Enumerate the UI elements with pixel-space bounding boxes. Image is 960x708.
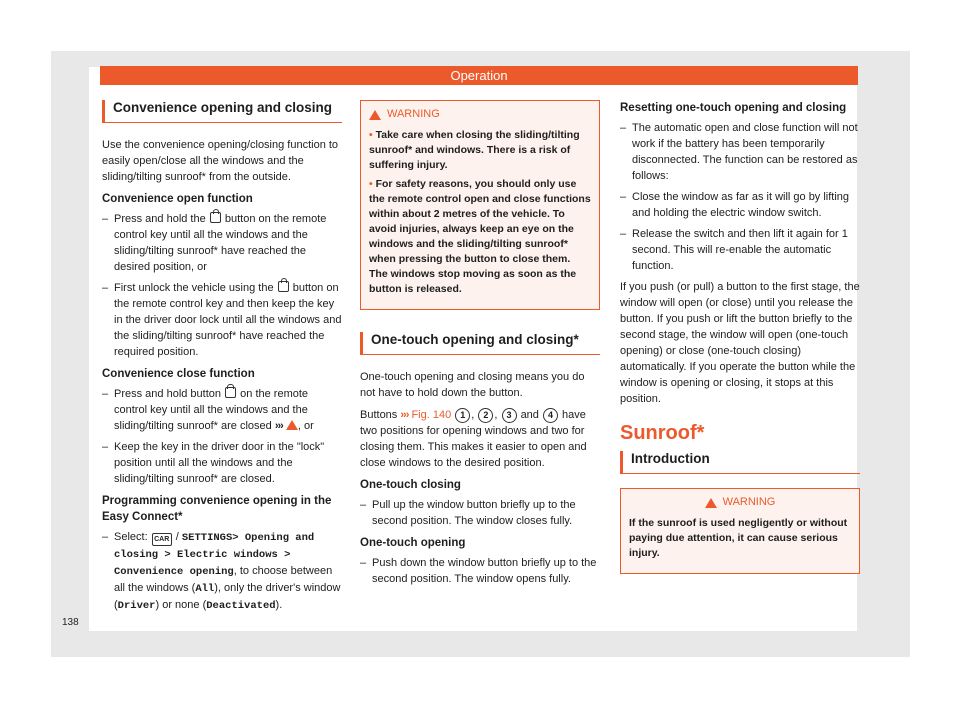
- warning-box: [360, 100, 600, 310]
- option-driver: Driver: [117, 600, 156, 612]
- list-item: [102, 386, 342, 434]
- unlock-icon: [278, 281, 289, 292]
- page-number: 138: [62, 617, 79, 628]
- column-2: [360, 100, 600, 592]
- text: and: [520, 409, 539, 421]
- text: , or: [297, 420, 314, 432]
- text: Take care when closing the sliding/tilting sunroof* and windows. There is a risk of suffering injury.: [369, 129, 580, 171]
- text: /: [172, 531, 182, 543]
- subheading-one-touch-closing: One-touch closing: [360, 479, 461, 491]
- subheading-open: Convenience open function: [102, 193, 253, 205]
- callout-3: 3: [502, 408, 517, 423]
- list-item: [102, 280, 342, 360]
- text: Press and hold button: [114, 388, 222, 400]
- option-all: All: [195, 583, 215, 595]
- text: For safety reasons, you should only use the remote control open and close functions within about 2 metres of the vehicle. To avoid injuries, always keep an eye on the windows and the sliding/tilting sunroof* when pressing the button to close them. The windows stop moving as soon as the button is released.: [369, 178, 591, 295]
- callout-1: 1: [455, 408, 470, 423]
- text: ).: [275, 599, 283, 611]
- text: First unlock the vehicle using the: [114, 282, 274, 294]
- intro-paragraph: One-touch opening and closing means you do not have to hold down the button.: [360, 371, 585, 399]
- warning-box: [620, 488, 860, 574]
- text: have two positions for opening windows and two for closing them. This makes it easier to open and close windows to the desired position.: [360, 409, 587, 469]
- text: button on the remote control key until all the windows and the sliding/tilting sunroof* have reached the desired position, or: [114, 213, 327, 273]
- list-item: – Keep the key in the driver door in the "lock" position until all the windows and the sliding/tilting sunroof* are closed.: [102, 439, 342, 487]
- header-bar: Operation: [100, 66, 858, 85]
- warning-item: • Take care when closing the sliding/tilting sunroof* and windows. There is a risk of suffering injury.: [369, 129, 580, 171]
- subheading-programming: Programming convenience opening in the Easy Connect*: [102, 495, 332, 523]
- subheading-one-touch-opening: One-touch opening: [360, 537, 466, 549]
- list-item: – The automatic open and close function will not work if the battery has been temporarily disconnected. The function can be restored as follows:: [620, 120, 860, 184]
- text: ), only the driver's window (: [114, 582, 341, 611]
- column-3: [620, 100, 860, 596]
- text: , to choose between all the windows (: [114, 565, 333, 594]
- text: on the remote control key until all the windows and the sliding/tilting sunroof* are closed: [114, 388, 309, 432]
- text: Press and hold the: [114, 213, 206, 225]
- warning-triangle-icon: [286, 420, 298, 430]
- subheading-resetting: Resetting one-touch opening and closing: [620, 102, 847, 114]
- unlock-icon: [210, 212, 221, 223]
- paragraph: If you push (or pull) a button to the first stage, the window will open (or close) until you release the button. If you push or lift the button briefly to the second stage, the window will open (one-touch opening) or close (one-touch closing) automatically. If you operate the button while the window is opening or closing, it stops at this position.: [620, 281, 860, 405]
- menu-path: SETTINGS> Opening and closing > Electric windows > Convenience opening: [114, 532, 315, 578]
- callout-4: 4: [543, 408, 558, 423]
- text: Select:: [114, 531, 148, 543]
- option-deactivated: Deactivated: [206, 600, 276, 612]
- warning-triangle-icon: [705, 498, 717, 508]
- column-1: [102, 100, 342, 619]
- section-heading-one-touch: One-touch opening and closing*: [360, 332, 600, 355]
- warning-item: • For safety reasons, you should only use the remote control open and close functions within about 2 metres of the vehicle. To avoid injuries, always keep an eye on the windows and the sliding/tilting sunroof* when pressing the button to close them. The windows stop moving as soon as the button is released.: [369, 178, 591, 295]
- list-item: [102, 529, 342, 614]
- lock-icon: [225, 387, 236, 398]
- buttons-paragraph: Buttons ››› Fig. 140 1 , 2 , 3 and 4 have two positions for opening windows and two for closing them. This makes it easier to open and close windows to the desired position.: [360, 409, 587, 469]
- callout-2: 2: [478, 408, 493, 423]
- warning-triangle-icon: [369, 110, 381, 120]
- text: ) or none (: [155, 599, 207, 611]
- figure-link[interactable]: Fig. 140: [411, 409, 452, 421]
- chapter-title-sunroof: Sunroof*: [620, 422, 705, 444]
- reference-arrow: ›››: [400, 409, 409, 421]
- text: button on the remote control key and then keep the key in the driver door lock until all the windows and the sliding/tilting sunroof* have reached the required position.: [114, 282, 342, 358]
- list-item: [102, 211, 342, 275]
- text: Buttons: [360, 409, 398, 421]
- warning-text: If the sunroof is used negligently or without paying due attention, it can cause serious injury.: [629, 517, 848, 559]
- reference-arrow: ›››: [274, 420, 283, 432]
- subheading-close: Convenience close function: [102, 368, 255, 380]
- warning-title: WARNING: [722, 496, 776, 508]
- section-heading-introduction: Introduction: [620, 451, 860, 474]
- list-item: – Push down the window button briefly up to the second position. The window opens fully.: [360, 555, 600, 587]
- section-heading-convenience: Convenience opening and closing: [102, 100, 342, 123]
- list-item: – Pull up the window button briefly up to the second position. The window closes fully.: [360, 497, 600, 529]
- intro-paragraph: Use the convenience opening/closing function to easily open/close all the windows and the sliding/tilting sunroof* from the outside.: [102, 139, 339, 183]
- warning-title: WARNING: [387, 108, 440, 120]
- list-item: – Close the window as far as it will go by lifting and holding the electric window switch.: [620, 189, 860, 221]
- list-item: – Release the switch and then lift it again for 1 second. This will re-enable the automatic function.: [620, 226, 860, 274]
- car-icon: CAR: [152, 533, 172, 546]
